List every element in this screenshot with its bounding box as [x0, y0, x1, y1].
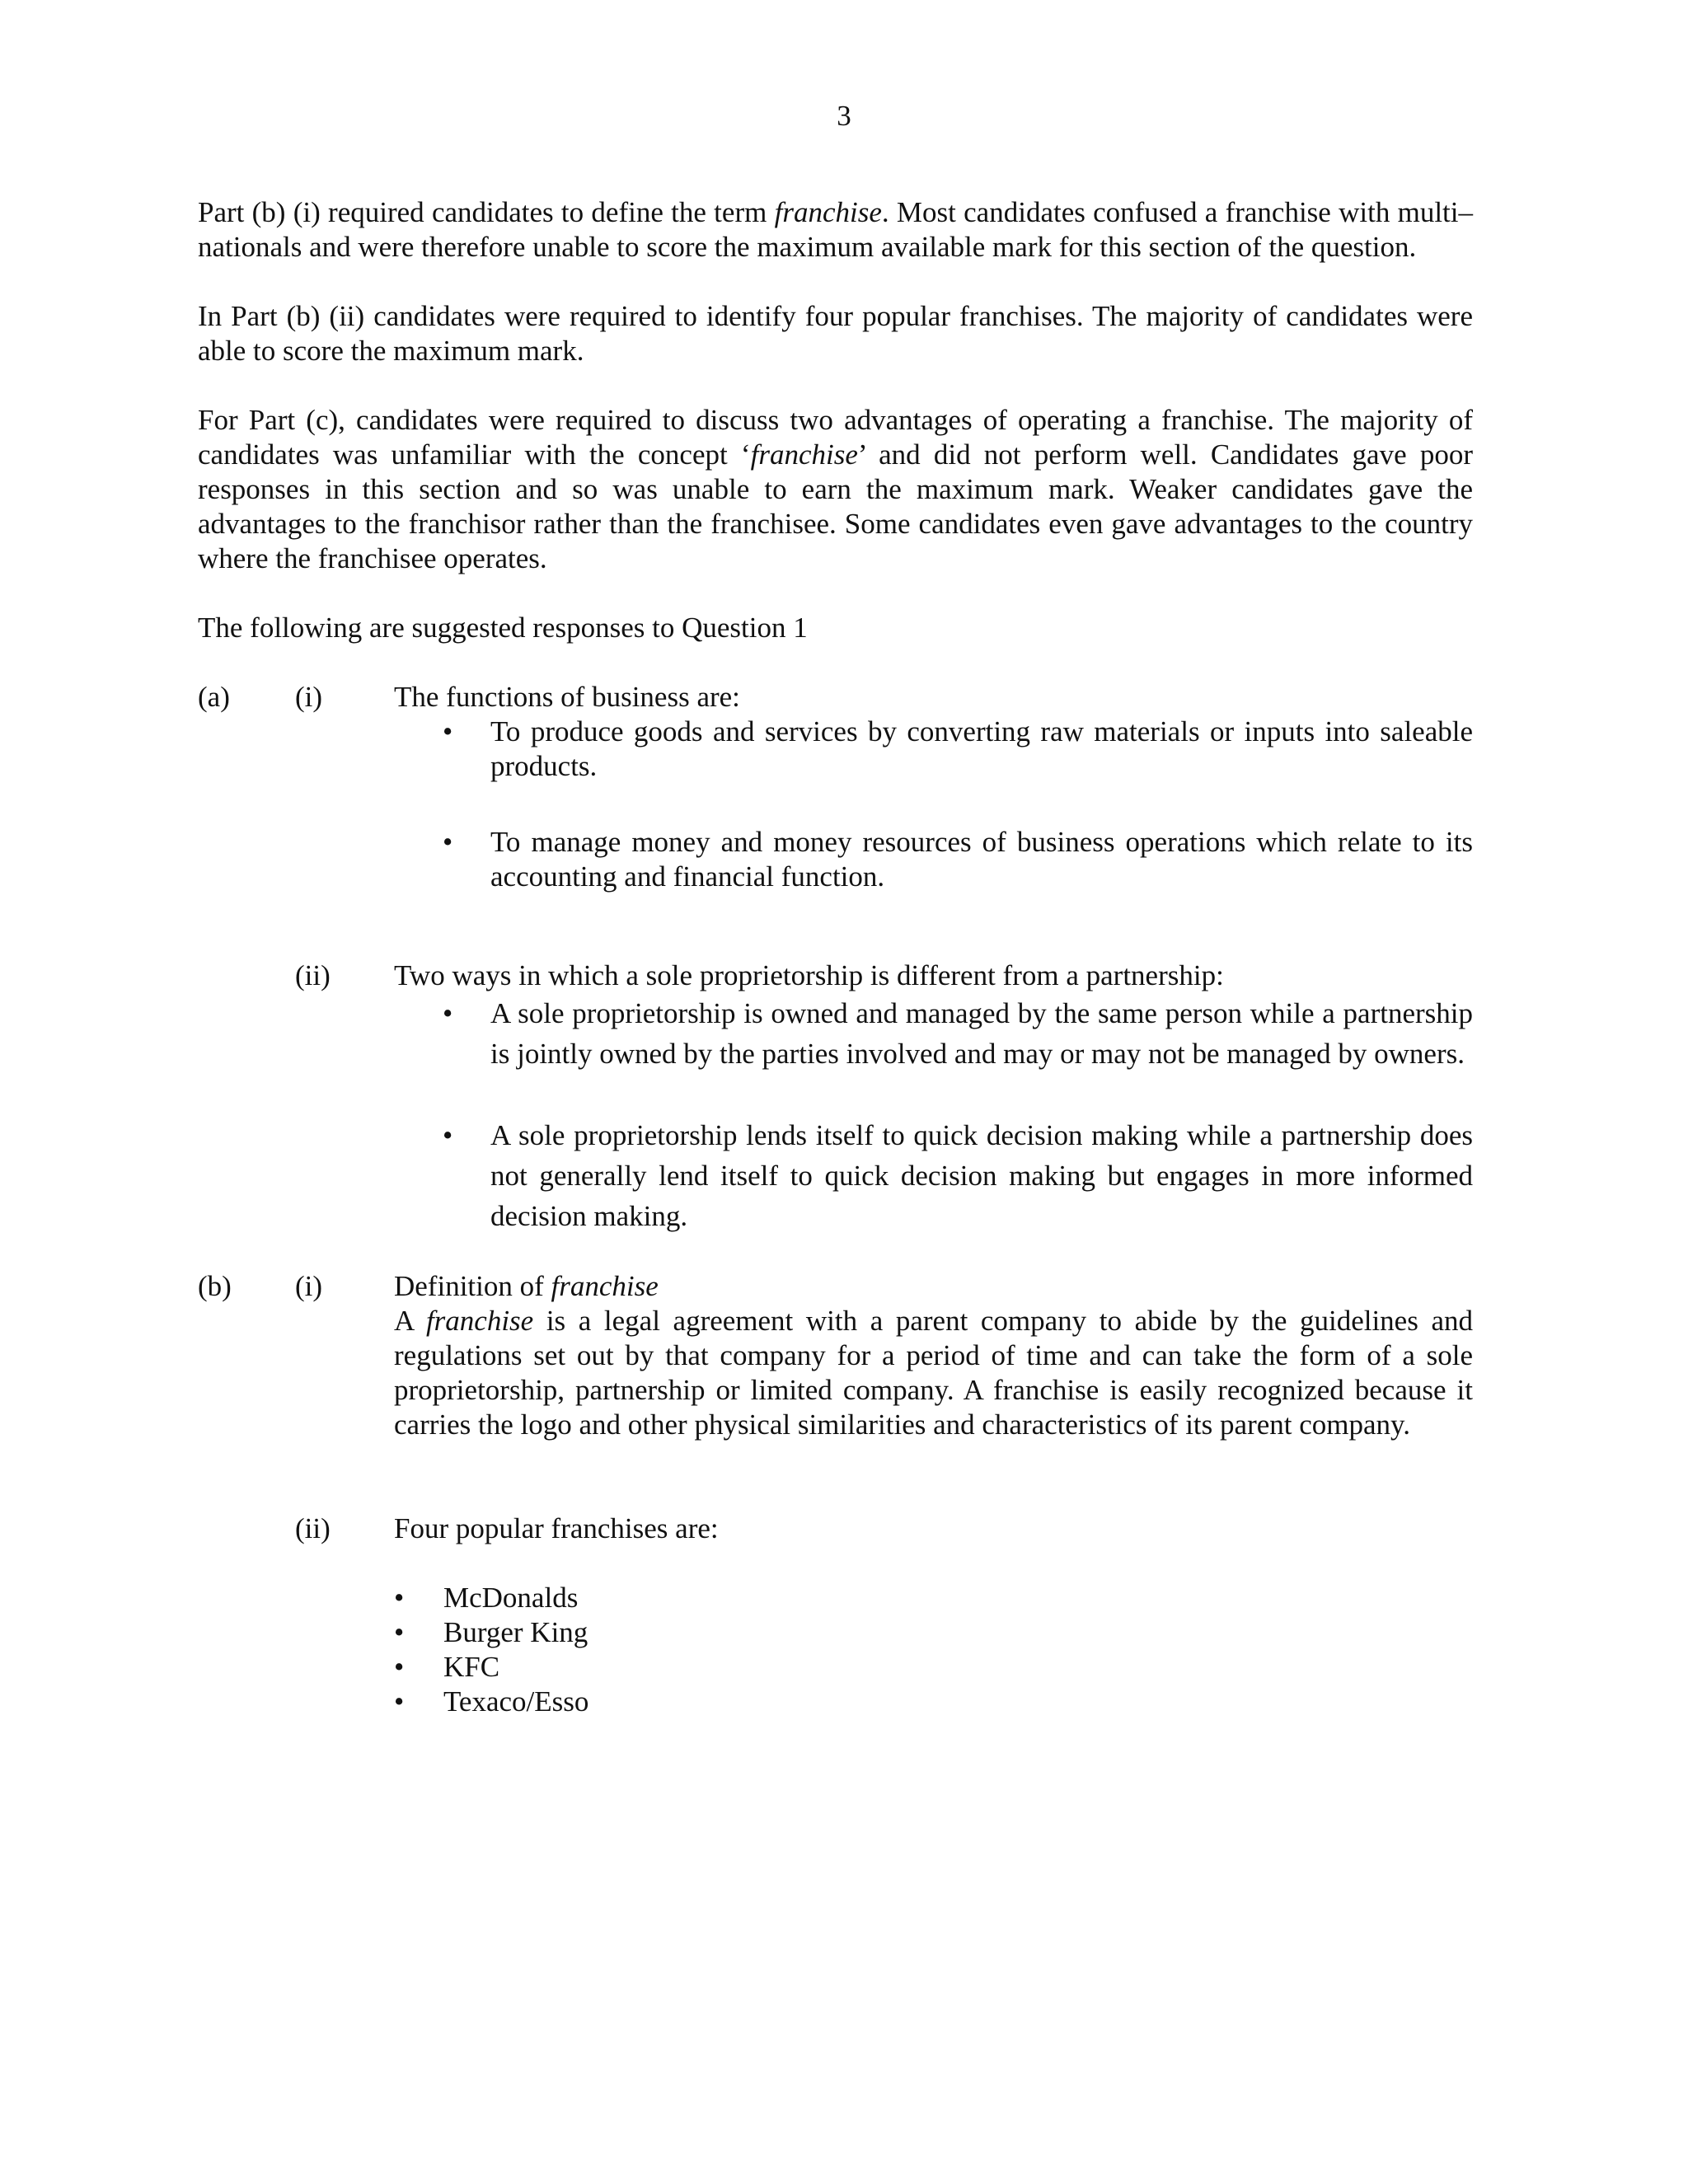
bullet-icon: •: [443, 997, 453, 1029]
list-item: • To manage money and money resources of business operations which relate to its accounting and financial function.: [443, 826, 1473, 893]
section-a-ii: [198, 958, 1473, 1236]
bullet-icon: •: [443, 715, 453, 748]
item-heading: Two ways in which a sole proprietorship is different from a partnership:: [394, 959, 1224, 991]
item-i-label: (i): [295, 681, 323, 713]
bullet-icon: •: [394, 1616, 405, 1648]
item-heading: Four popular franchises are:: [394, 1512, 719, 1544]
list-item: • KFC: [394, 1651, 500, 1683]
page-number: 3: [837, 100, 851, 132]
list-item: • A sole proprietorship lends itself to quick decision making while a partnership does not generally lend itself to quick decision making but engages in more informed decision making.: [490, 1115, 1473, 1236]
section-b-ii: [198, 1511, 1473, 1719]
list-item: • A sole proprietorship is owned and managed by the same person while a partnership is jointly owned by the parties involved and may or may not be managed by owners.: [490, 993, 1473, 1074]
section-a-i: [198, 680, 1473, 894]
list-item: • McDonalds: [394, 1582, 579, 1614]
section-a-label: (a): [198, 681, 230, 713]
bullet-icon: •: [394, 1651, 405, 1683]
intro-paragraph-4: The following are suggested responses to Question 1: [198, 612, 808, 644]
intro-paragraph-1: Part (b) (i) required candidates to define the term franchise. Most candidates confused a franchise with multi–nationals and were therefore unable to score the maximum available mark for this section of the question.: [198, 196, 1473, 263]
list-item: • Burger King: [394, 1616, 588, 1648]
intro-paragraph-3: For Part (c), candidates were required to discuss two advantages of operating a franchise. The majority of candidates was unfamiliar with the concept ‘franchise’ and did not perform well. Candidates gave poor responses in this section and so was unable to earn the maximum mark. Weaker candidates gave the advantages to the franchisor rather than the franchisee. Some candidates even gave advantages to the country where the franchisee operates.: [198, 404, 1473, 574]
item-ii-label: (ii): [295, 959, 331, 991]
list-item: • Texaco/Esso: [394, 1685, 589, 1718]
bullet-list: [443, 715, 1473, 894]
bullet-icon: •: [394, 1582, 405, 1614]
item-heading: The functions of business are:: [394, 681, 740, 713]
item-heading: Definition of franchise: [394, 1270, 659, 1302]
intro-paragraph-2: In Part (b) (ii) candidates were required to identify four popular franchises. The majority of candidates were able to score the maximum mark.: [198, 300, 1473, 367]
bullet-icon: •: [443, 1119, 453, 1151]
bullet-list: [443, 993, 1473, 1236]
franchise-list: [394, 1581, 1473, 1719]
bullet-icon: •: [394, 1685, 405, 1718]
section-b-i: [198, 1269, 1473, 1442]
page-content: [198, 195, 1473, 1719]
section-b-label: (b): [198, 1270, 232, 1302]
item-i-label: (i): [295, 1270, 323, 1302]
bullet-icon: •: [443, 826, 453, 858]
franchise-definition: A franchise is a legal agreement with a parent company to abide by the guidelines and regulations set out by that company for a period of time and can take the form of a sole proprietorship, partnership or limited company. A franchise is easily recognized because it carries the logo and other physical similarities and characteristics of its parent company.: [394, 1305, 1473, 1441]
item-ii-label: (ii): [295, 1512, 331, 1544]
list-item: • To produce goods and services by converting raw materials or inputs into saleable products.: [443, 715, 1473, 782]
